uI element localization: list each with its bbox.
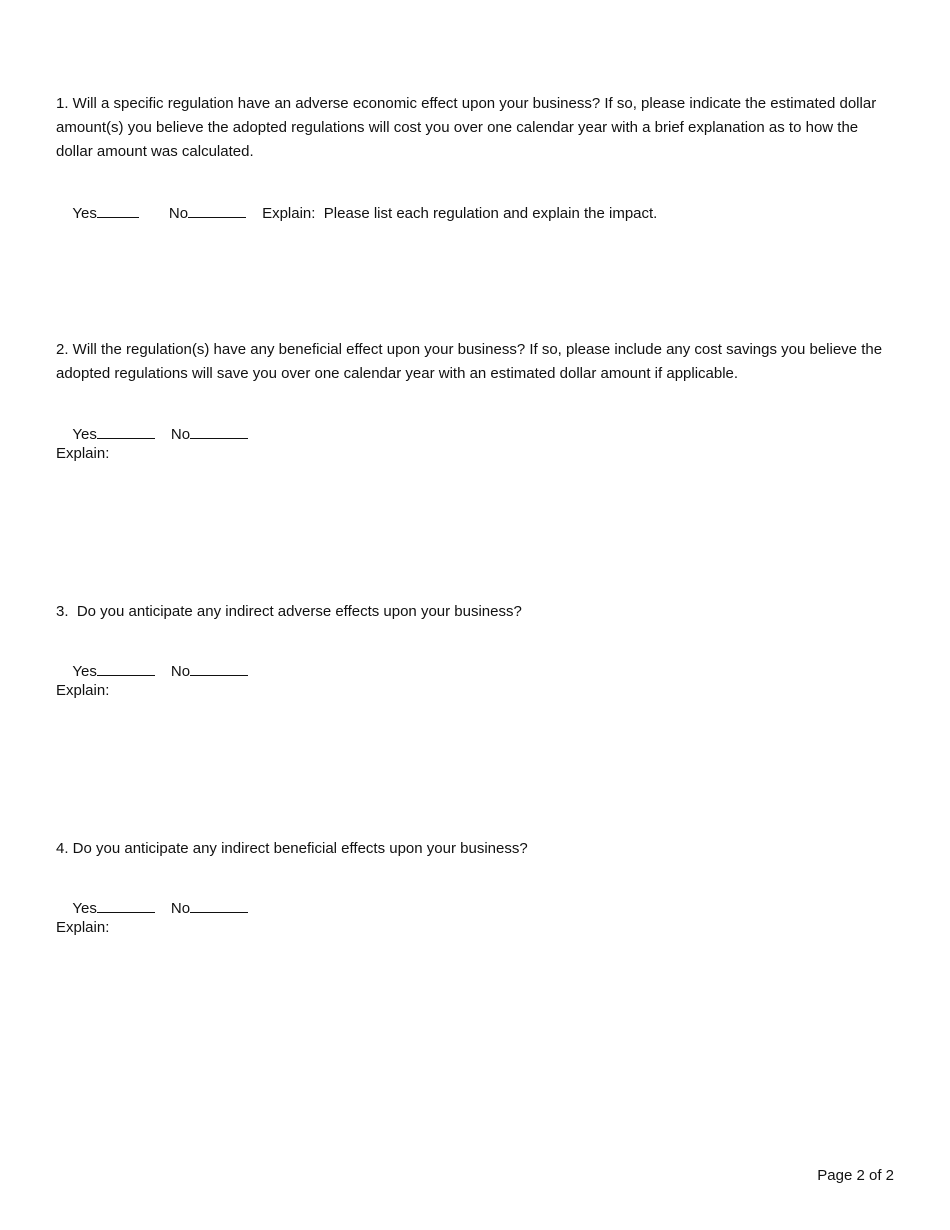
question-1-yes-blank[interactable] [97,203,139,218]
yes-label: Yes [72,205,97,222]
yes-label: Yes [72,663,97,680]
question-3-text: 3. Do you anticipate any indirect adverse effects upon your business? [56,603,522,620]
no-label: No [170,900,191,917]
question-2-text: 2. Will the regulation(s) have any beneficial effect upon your business? If so, please include any cost savings you believe the adopted regulations will save you over one calendar year with an estimated dollar amount if applicable. [56,341,883,382]
question-1-explain-instructions: Please list each regulation and explain the impact. [323,205,658,222]
question-1-no-blank[interactable] [188,203,246,218]
question-2-yes-blank[interactable] [97,424,155,439]
question-2-no-blank[interactable] [190,424,248,439]
question-3-explain-label: Explain: [56,682,110,699]
question-4-explain-label: Explain: [56,919,110,936]
question-4-text: 4. Do you anticipate any indirect beneficial effects upon your business? [56,840,528,857]
question-4-yes-blank[interactable] [97,898,155,913]
question-4-no-blank[interactable] [190,898,248,913]
question-3-no-blank[interactable] [190,661,248,676]
yes-label: Yes [72,426,97,443]
page-number: Page 2 of 2 [817,1167,894,1184]
question-2-explain-label: Explain: [56,445,110,462]
question-1-text: 1. Will a specific regulation have an adverse economic effect upon your business? If so, please indicate the estimated dollar amount(s) you believe the adopted regulations will cost you over one calendar year with a brief explanation as to how the dollar amount was calculated. [56,95,877,160]
explain-label: Explain: [262,205,316,222]
no-label: No [170,426,191,443]
no-label: No [170,663,191,680]
question-1-answer-row [56,183,657,244]
no-label: No [168,205,189,222]
question-3-yes-blank[interactable] [97,661,155,676]
yes-label: Yes [72,900,97,917]
